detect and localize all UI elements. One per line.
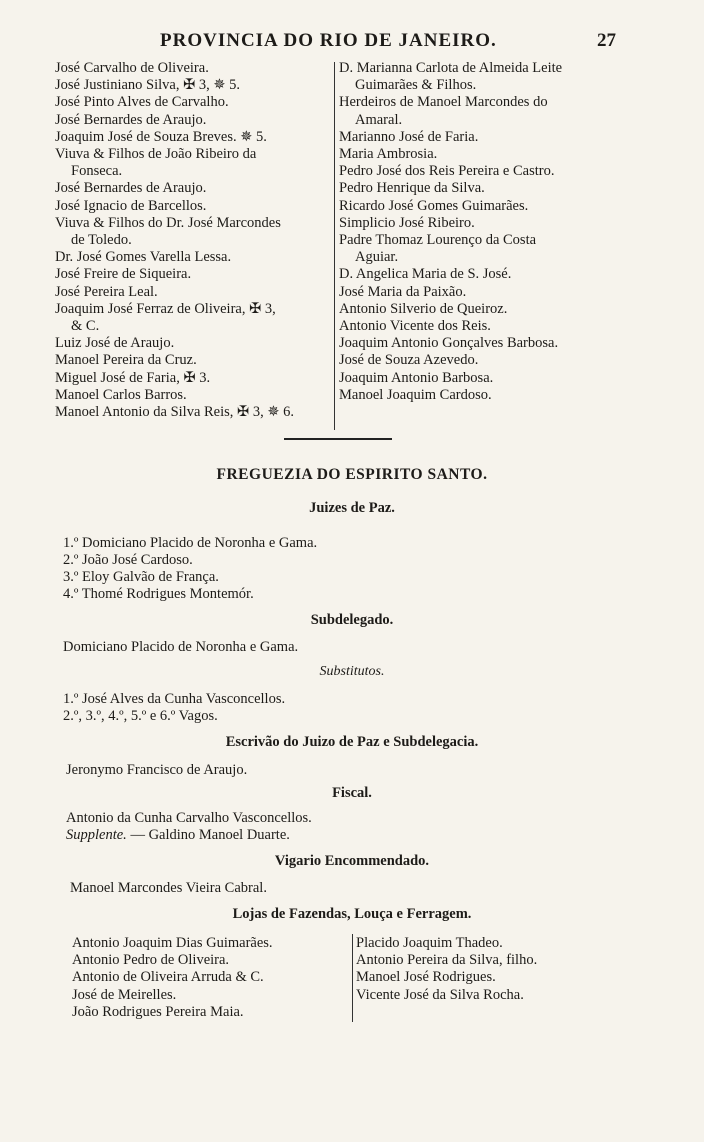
list-item-continuation: Fonseca.	[71, 163, 123, 180]
column-divider	[352, 934, 353, 1022]
list-item: João Rodrigues Pereira Maia.	[72, 1003, 244, 1020]
list-item: Joaquim José de Souza Breves. ✵ 5.	[55, 128, 267, 145]
list-item-continuation: & C.	[71, 318, 100, 335]
supplente-line	[66, 827, 290, 844]
list-item: Antonio Pedro de Oliveira.	[72, 952, 230, 969]
list-item: Manoel Pereira da Cruz.	[55, 352, 197, 369]
list-item: Placido Joaquim Thadeo.	[356, 935, 503, 951]
list-item: Antonio Joaquim Dias Guimarães.	[72, 935, 273, 951]
list-item: José Freire de Siqueira.	[55, 266, 192, 283]
list-item: Maria Ambrosia.	[339, 146, 438, 163]
list-item: Antonio Silverio de Queiroz.	[339, 300, 508, 317]
fiscal-name: Antonio da Cunha Carvalho Vasconcellos.	[66, 810, 312, 826]
escrivao-heading: Escrivão do Juizo de Paz e Subdelegacia.	[225, 734, 479, 750]
list-item: Manoel Carlos Barros.	[55, 386, 187, 403]
list-item: Herdeiros de Manoel Marcondes do	[339, 94, 548, 111]
list-item-continuation: Guimarães & Filhos.	[355, 77, 477, 94]
list-item: Viuva & Filhos de João Ribeiro da	[55, 146, 257, 163]
list-item: Manoel Antonio da Silva Reis, ✠ 3, ✵ 6.	[55, 404, 294, 421]
list-item: Simplicio José Ribeiro.	[339, 214, 475, 231]
list-item: Vicente José da Silva Rocha.	[356, 986, 524, 1003]
lojas-right-column	[356, 935, 616, 1004]
substitutos-heading: Substitutos.	[319, 664, 385, 679]
list-item: José Carvalho de Oliveira.	[55, 60, 209, 76]
substituto-entry: 2.º, 3.º, 4.º, 5.º e 6.º Vagos.	[63, 708, 218, 724]
list-item: José de Souza Azevedo.	[339, 352, 479, 369]
list-item: Antonio Pereira da Silva, filho.	[356, 952, 538, 969]
list-item: D. Marianna Carlota de Almeida Leite	[339, 60, 563, 76]
list-item: Miguel José de Faria, ✠ 3.	[55, 369, 211, 386]
substituto-entry: 1.º José Alves da Cunha Vasconcellos.	[63, 691, 286, 707]
list-item: Manoel José Rodrigues.	[356, 969, 496, 986]
list-item: José Maria da Paixão.	[339, 283, 467, 300]
lojas-heading: Lojas de Fazendas, Louça e Ferragem.	[232, 906, 472, 922]
list-item: Luiz José de Araujo.	[55, 335, 175, 352]
list-item: Manoel Joaquim Cardoso.	[339, 386, 492, 403]
top-list-left-column	[55, 60, 335, 421]
page-number: 27	[597, 30, 616, 51]
list-item: José Justiniano Silva, ✠ 3, ✵ 5.	[55, 77, 241, 94]
section-divider-rule	[284, 438, 392, 440]
column-divider	[334, 62, 335, 430]
running-title: PROVINCIA DO RIO DE JANEIRO.	[160, 30, 497, 51]
lojas-left-column	[72, 935, 347, 1021]
list-item: Joaquim Antonio Barbosa.	[339, 369, 494, 386]
escrivao-name: Jeronymo Francisco de Araujo.	[66, 762, 248, 778]
list-item: Ricardo José Gomes Guimarães.	[339, 197, 529, 214]
page-header	[0, 30, 704, 54]
juiz-entry: 3.º Eloy Galvão de França.	[63, 569, 219, 585]
juiz-entry: 4.º Thomé Rodrigues Montemór.	[63, 586, 254, 602]
list-item: Joaquim Antonio Gonçalves Barbosa.	[339, 335, 559, 352]
vigario-heading: Vigario Encommendado.	[274, 853, 430, 869]
list-item: José de Meirelles.	[72, 986, 177, 1003]
juiz-entry: 2.º João José Cardoso.	[63, 552, 193, 568]
list-item: Pedro José dos Reis Pereira e Castro.	[339, 163, 555, 180]
supplente-label: Supplente.	[66, 827, 127, 843]
juizes-heading: Juizes de Paz.	[309, 500, 395, 516]
list-item: Antonio de Oliveira Arruda & C.	[72, 969, 264, 986]
list-item: Pedro Henrique da Silva.	[339, 180, 485, 197]
supplente-name: — Galdino Manoel Duarte.	[130, 827, 290, 843]
list-item: José Pinto Alves de Carvalho.	[55, 94, 229, 111]
top-list-right-column	[339, 60, 619, 404]
list-item: José Bernardes de Araujo.	[55, 111, 207, 128]
list-item: Joaquim José Ferraz de Oliveira, ✠ 3,	[55, 300, 276, 317]
list-item: José Pereira Leal.	[55, 283, 158, 300]
subdelegado-name: Domiciano Placido de Noronha e Gama.	[63, 639, 299, 655]
list-item: D. Angelica Maria de S. José.	[339, 266, 512, 283]
list-item: Antonio Vicente dos Reis.	[339, 318, 491, 335]
subdelegado-heading: Subdelegado.	[310, 612, 394, 628]
list-item-continuation: Aguiar.	[355, 249, 399, 266]
list-item: Marianno José de Faria.	[339, 128, 479, 145]
juiz-entry: 1.º Domiciano Placido de Noronha e Gama.	[63, 535, 318, 551]
list-item: Padre Thomaz Lourenço da Costa	[339, 232, 537, 249]
list-item: José Ignacio de Barcellos.	[55, 197, 207, 214]
fiscal-heading: Fiscal.	[332, 785, 372, 801]
list-item: Viuva & Filhos do Dr. José Marcondes	[55, 214, 281, 231]
section-title: FREGUEZIA DO ESPIRITO SANTO.	[216, 466, 488, 483]
list-item-continuation: Amaral.	[355, 111, 403, 128]
list-item: Dr. José Gomes Varella Lessa.	[55, 249, 232, 266]
vigario-name: Manoel Marcondes Vieira Cabral.	[70, 880, 267, 896]
list-item-continuation: de Toledo.	[71, 232, 132, 249]
list-item: José Bernardes de Araujo.	[55, 180, 207, 197]
